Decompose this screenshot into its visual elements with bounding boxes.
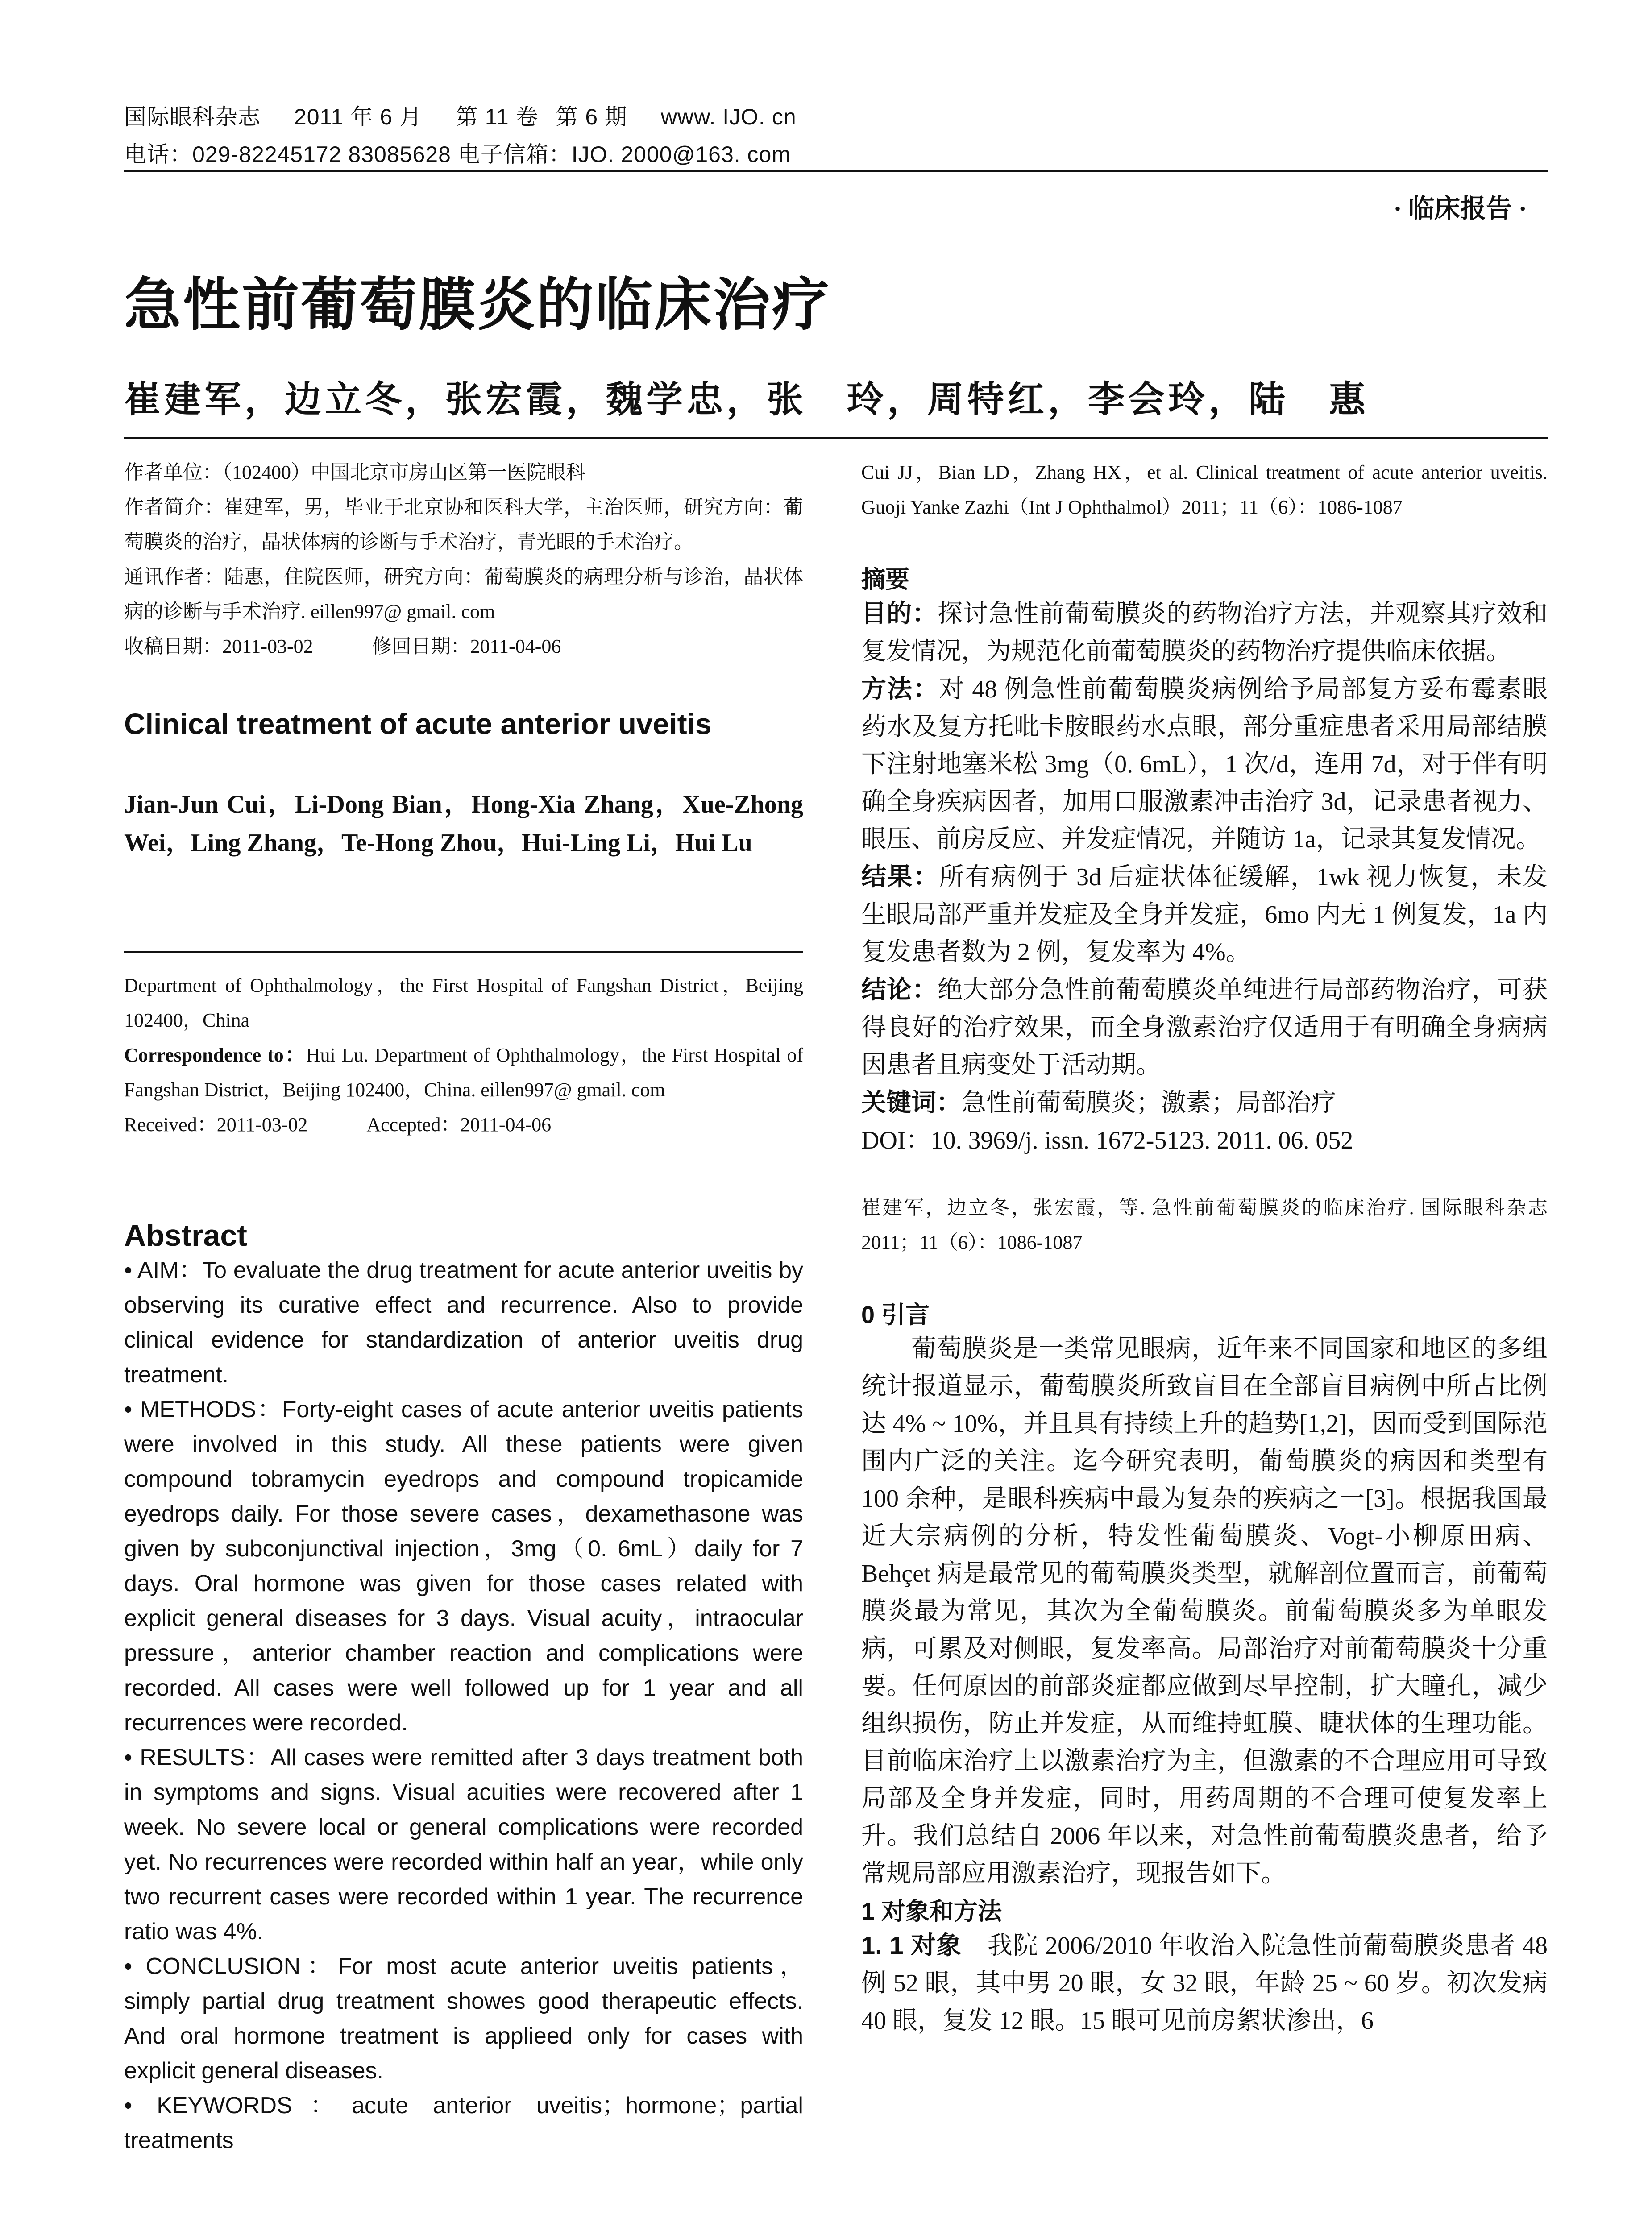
author-list: 崔建军，边立冬，张宏霞，魏学忠，张 玲，周特红，李会玲，陆 惠 [124,379,1370,420]
methods-heading: 1 对象和方法 [861,1898,1002,1925]
conclusion-label: 结论： [861,975,938,1004]
abstract-methods: • METHODS：Forty-eight cases of acute anterior uveitis patients were involved in this study. All these patients were given compound tobramycin eyedrops and compound tropicamide eyedrops daily. For those severe cases，dexamethasone was given by subconjunctival injection，3mg（0. 6mL）daily for 7 days. Oral hormone was given for those cases related with explicit general diseases for 3 days. Visual acuity，intraocular pressure，anterior chamber reaction and complications were recorded. All cases were well followed up for 1 year and all recurrences were recorded. [124,1397,803,1736]
header-rule [124,170,1548,172]
abstract-en [124,1218,803,2158]
abstract-keywords: • KEYWORDS：acute anterior uveitis；hormone；partial treatments [124,2093,803,2153]
methods-label: 方法： [861,675,939,703]
keywords-label: 关键词： [861,1088,961,1116]
subjects-label: 1. 1 对象 [861,1931,962,1959]
journal-name: 国际眼科杂志 [124,104,261,129]
section-label: · 临床报告 · [1393,194,1527,223]
affiliation: 作者单位：（102400）中国北京市房山区第一医院眼科 [124,461,585,483]
left-column [124,455,803,862]
author-rule [124,951,803,953]
abstract-aim: • AIM：To evaluate the drug treatment for acute anterior uveitis by observing its curative effect and recurrence. Also to provide clinical evidence for standardization of anterior uveitis drug treatment. [124,1257,803,1388]
intro-text: 葡萄膜炎是一类常见眼病，近年来不同国家和地区的多组统计报道显示，葡萄膜炎所致盲目在全部盲目病例中所占比例达 4% ~ 10%，并且具有持续上升的趋势[1,2]，因而受到国际范围内广泛的关注。迄今研究表明，葡萄膜炎的病因和类型有 100 余种，是眼科疾病中最为复杂的疾病之一[3]。根据我国最近大宗病例的分析，特发性葡萄膜炎、Vogt-小柳原田病、Behçet 病是最常见的葡萄膜炎类型，就解剖位置而言，前葡萄膜炎最为常见，其次为全葡萄膜炎。前葡萄膜炎多为单眼发病，可累及对侧眼，复发率高。局部治疗对前葡萄膜炎十分重要。任何原因的前部炎症都应做到尽早控制，扩大瞳孔，减少组织损伤，防止并发症，从而维持虹膜、睫状体的生理功能。目前临床治疗上以激素治疗为主，但激素的不合理应用可导致局部及全身并发症，同时，用药周期的不合理可使复发率上升。我们总结自 2006 年以来，对急性前葡萄膜炎患者，给予常规局部应用激素治疗，现报告如下。 [861,1335,1548,1887]
results-cn [861,858,1548,971]
authors-en: Jian-Jun Cui，Li-Dong Bian，Hong-Xia Zhang，Xue-Zhong Wei，Ling Zhang，Te-Hong Zhou，Hui-Ling Li，Hui Lu [124,791,803,857]
keywords-text: 急性前葡萄膜炎；激素；局部治疗 [961,1089,1336,1117]
journal-website: www. IJO. cn [660,104,797,129]
abstract-heading-cn: 摘要 [861,566,909,593]
left-affil-block [124,968,803,1142]
received-en: Received：2011-03-02 Accepted：2011-04-06 [124,1114,552,1136]
methods-text: 对 48 例急性前葡萄膜炎病例给予局部复方妥布霉素眼药水及复方托吡卡胺眼药水点眼，部分重症患者采用局部结膜下注射地塞米松 3mg（0. 6mL），1 次/d，连用 7d，对于伴有明确全身疾病因者，加用口服激素冲击治疗 3d，记录患者视力、眼压、前房反应、并发症情况，并随访 1a，记录其复发情况。 [861,676,1548,853]
objective-label: 目的： [861,599,938,627]
abstract-conclusion: • CONCLUSION：For most acute anterior uveitis patients，simply partial drug treatment showes good therapeutic effects. And oral hormone treatment is applieed only for cases with explicit general diseases. [124,1953,803,2084]
doi: DOI：10. 3969/j. issn. 1672-5123. 2011. 06. 052 [861,1127,1353,1154]
objective-text: 探讨急性前葡萄膜炎的药物治疗方法，并观察其疗效和复发情况，为规范化前葡萄膜炎的药物治疗提供临床依据。 [861,600,1548,665]
correspondence-en: Hui Lu. Department of Ophthalmology，the First Hospital of Fangshan District，Beijing 102400，China. eillen997@ gmail. com [124,1044,803,1101]
right-column [861,455,1548,2040]
volume: 第 11 卷 [455,104,539,129]
article-title: 急性前葡萄膜炎的临床治疗 [124,273,831,337]
issue-date: 2011 年 6 月 [294,104,422,129]
department-en: Department of Ophthalmology，the First Hospital of Fangshan District，Beijing 102400，China [124,975,803,1031]
contact-line: 电话：029-82245172 83085628 电子信箱：IJO. 2000@163. com [124,142,791,167]
issue: 第 6 期 [556,104,628,129]
dates-cn: 收稿日期：2011-03-02 修回日期：2011-04-06 [124,635,561,657]
conclusion-cn [861,971,1548,1084]
correspondence-label: Correspondence to： [124,1044,306,1066]
subjects-text: 我院 2006/2010 年收治入院急性前葡萄膜炎患者 48 例 52 眼，其中男 20 眼，女 32 眼，年龄 25 ~ 60 岁。初次发病 40 眼，复发 12 眼。15 眼可见前房絮状渗出，6 [861,1932,1548,2035]
correspondence-cn: 通讯作者：陆惠，住院医师，研究方向：葡萄膜炎的病理分析与诊治，晶状体病的诊断与手术治疗. eillen997@ gmail. com [124,566,803,622]
objective [861,595,1548,670]
keywords-cn [861,1084,1548,1122]
correspondence-en-block [124,1038,803,1107]
title-en: Clinical treatment of acute anterior uveitis [124,707,712,740]
abstract-results: • RESULTS：All cases were remitted after 3 days treatment both in symptoms and signs. Visual acuities were recovered after 1 week. No severe local or general complications were recorded yet. No recurrences were recorded within half an year，while only two recurrent cases were recorded within 1 year. The recurrence ratio was 4%. [124,1745,803,1945]
methods-cn [861,670,1548,858]
results-label: 结果： [861,863,939,891]
results-text: 所有病例于 3d 后症状体征缓解，1wk 视力恢复，未发生眼局部严重并发症及全身并发症，6mo 内无 1 例复发，1a 内复发患者数为 2 例，复发率为 4%。 [861,863,1548,966]
conclusion-text: 绝大部分急性前葡萄膜炎单纯进行局部药物治疗，可获得良好的治疗效果，而全身激素治疗仅适用于有明确全身病病因患者且病变处于活动期。 [861,976,1548,1079]
author-intro: 作者简介：崔建军，男，毕业于北京协和医科大学，主治医师，研究方向：葡萄膜炎的治疗，晶状体病的诊断与手术治疗，青光眼的手术治疗。 [124,496,803,553]
abstract-heading-en: Abstract [124,1219,247,1252]
intro-heading: 0 引言 [861,1302,930,1328]
subjects [861,1927,1548,2040]
citation-en: Cui JJ，Bian LD，Zhang HX，et al. Clinical treatment of acute anterior uveitis. Guoji Yanke Zazhi（Int J Ophthalmol）2011；11（6）：1086-1087 [861,461,1548,518]
citation-cn: 崔建军，边立冬，张宏霞，等. 急性前葡萄膜炎的临床治疗. 国际眼科杂志 2011；11（6）：1086-1087 [861,1197,1548,1253]
running-header [124,99,823,131]
title-rule [124,437,1548,439]
